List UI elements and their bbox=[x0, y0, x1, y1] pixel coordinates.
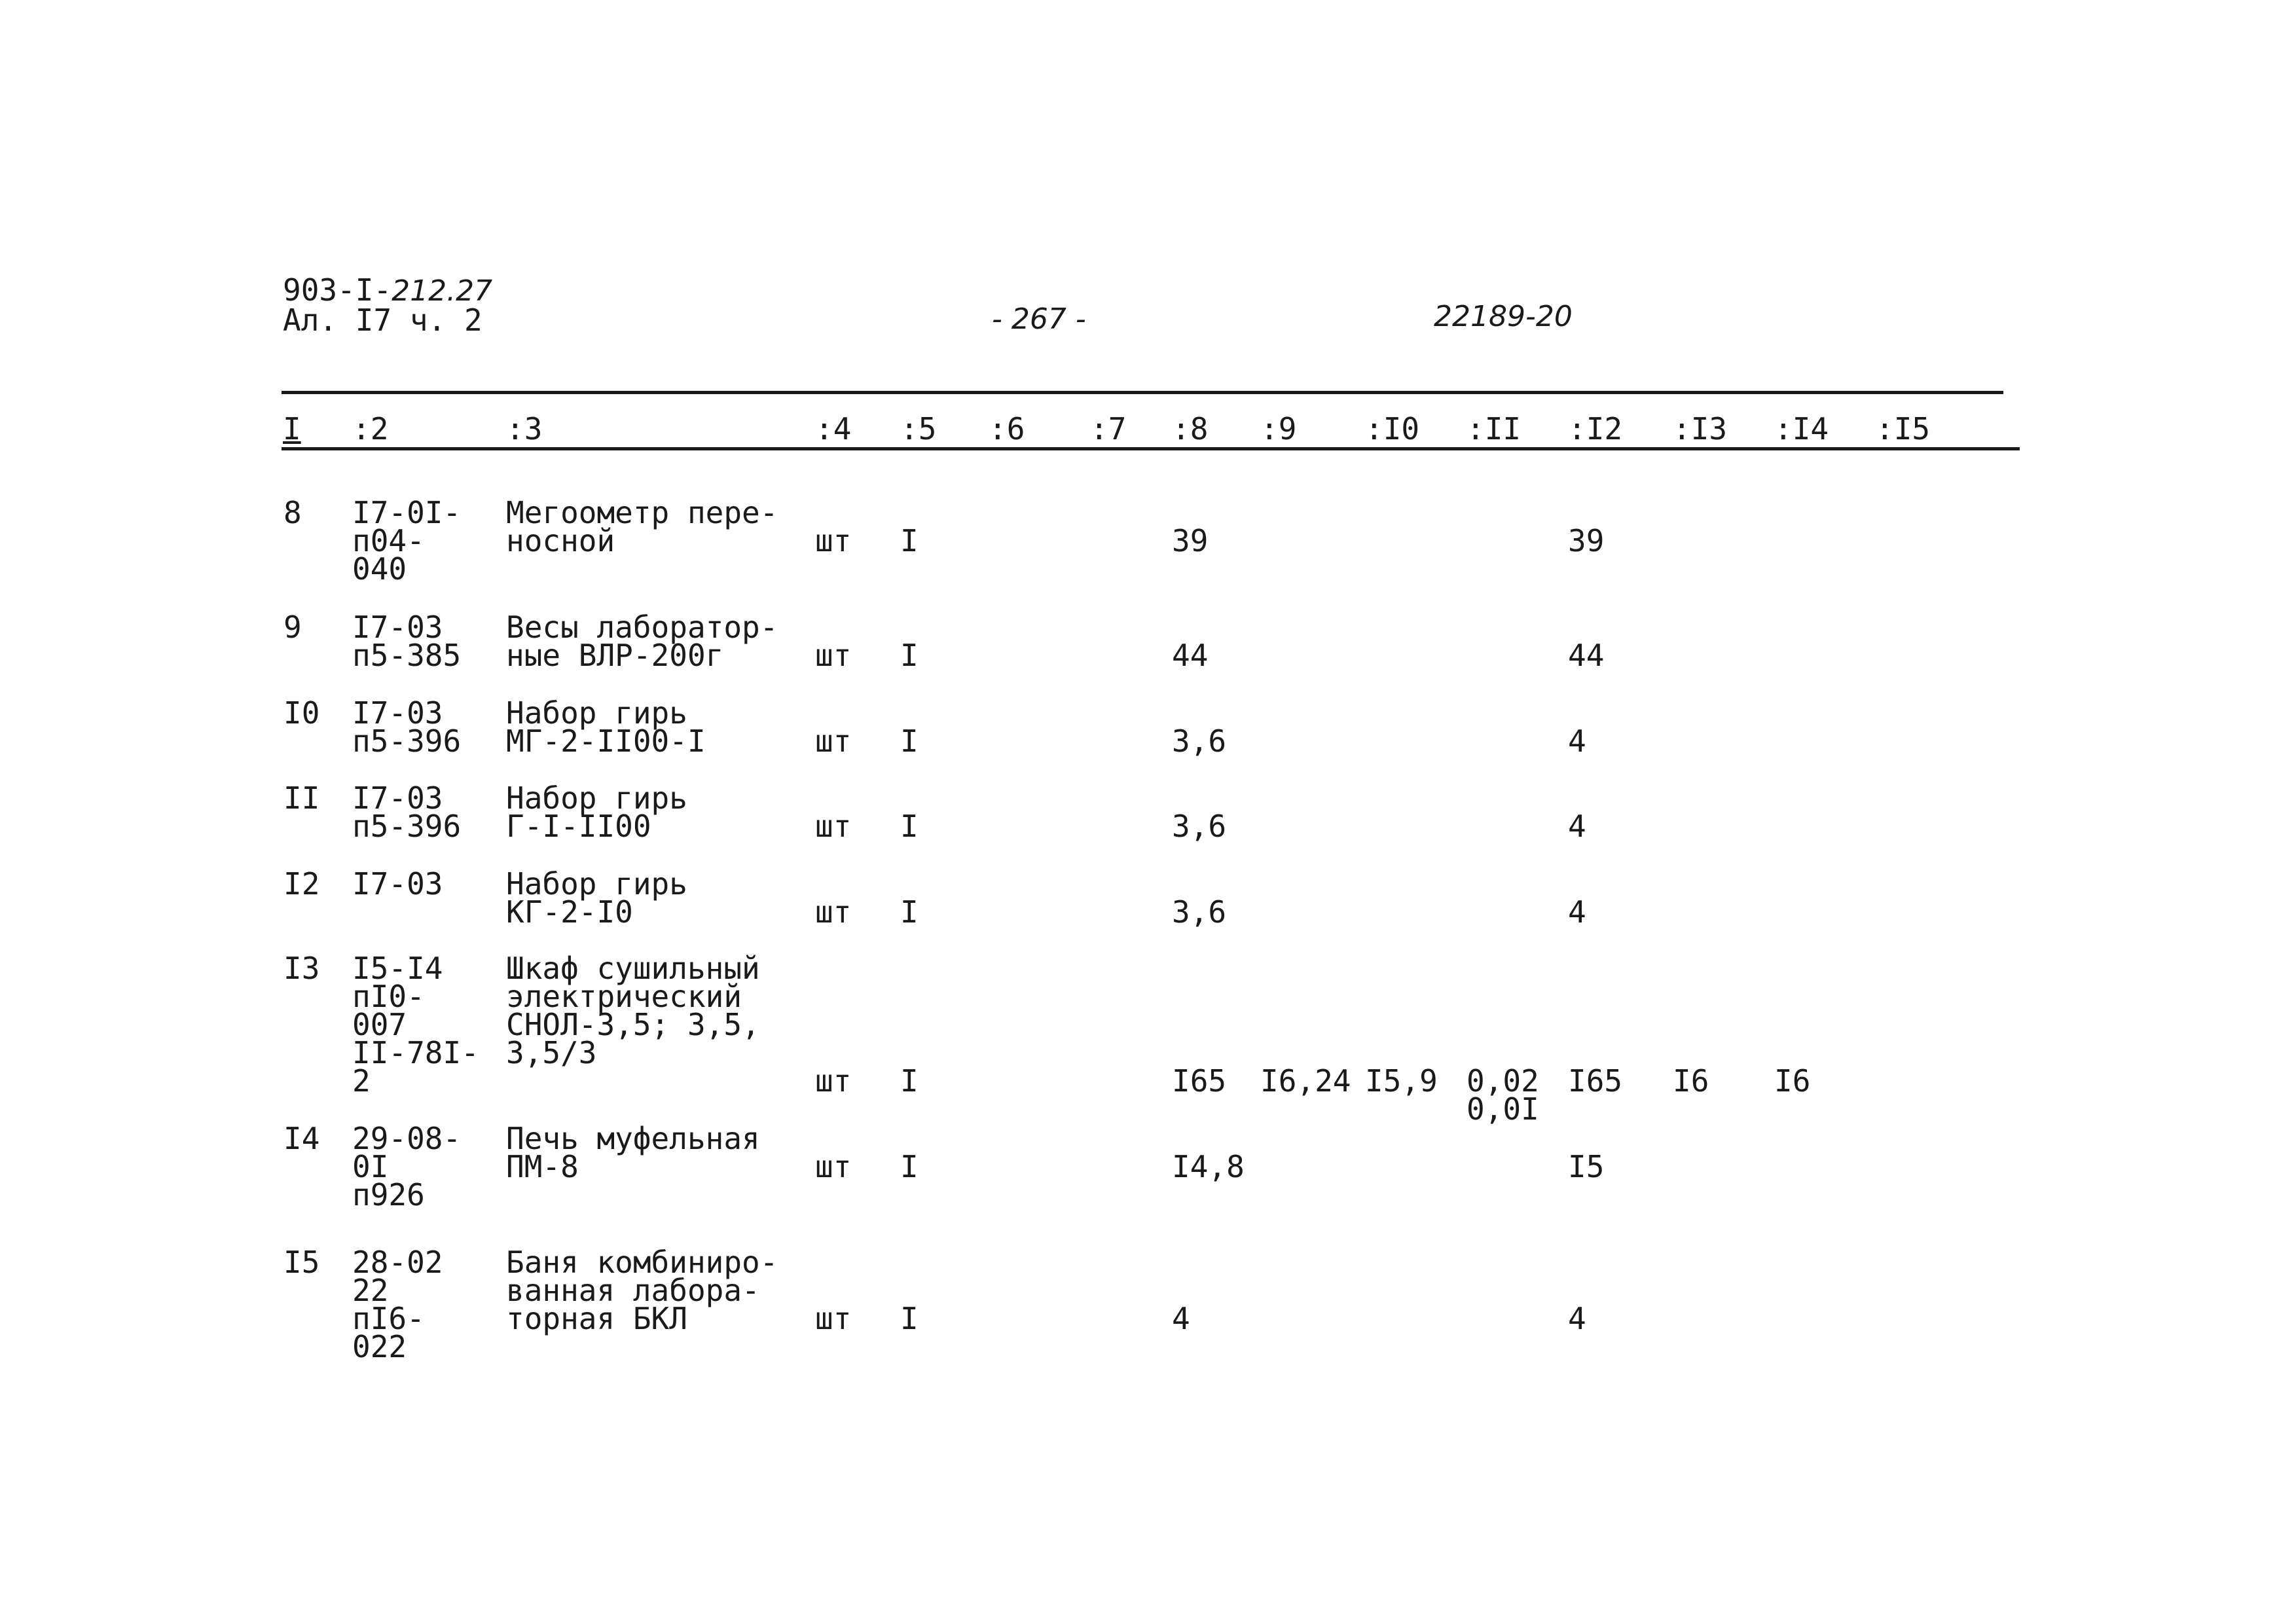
row-unit: шт bbox=[815, 523, 852, 558]
row-qty: I bbox=[900, 1301, 919, 1336]
row-unit: шт bbox=[815, 1063, 852, 1099]
row-number: I2 bbox=[283, 866, 320, 902]
row-c12: 44 bbox=[1568, 638, 1605, 673]
column-header-col-13: :I3 bbox=[1673, 411, 1728, 447]
row-c11: 0,02 0,0I bbox=[1467, 1063, 1539, 1127]
row-number: 8 bbox=[283, 495, 302, 530]
row-name: Мегоометр пере- носной bbox=[506, 495, 778, 558]
row-code: I5-I4 пI0- 007 II-78I- 2 bbox=[352, 951, 479, 1099]
row-name: Баня комбиниро- ванная лабора- торная БКЛ bbox=[506, 1245, 778, 1336]
row-code: 28-02 22 пI6- 022 bbox=[352, 1245, 443, 1364]
row-c12: 4 bbox=[1568, 1301, 1586, 1336]
row-c12: 4 bbox=[1568, 723, 1586, 759]
row-code: 29-08- 0I п926 bbox=[352, 1121, 462, 1213]
row-number: I5 bbox=[283, 1245, 320, 1280]
row-c12: I5 bbox=[1568, 1149, 1605, 1184]
column-header-col-9: :9 bbox=[1260, 411, 1297, 447]
row-number: II bbox=[283, 780, 320, 816]
column-header-col-11: :II bbox=[1467, 411, 1522, 447]
row-code: I7-03 п5-396 bbox=[352, 695, 462, 759]
row-name: Шкаф сушильный электрический СНОЛ-3,5; 3,5, 3,5/3 bbox=[506, 951, 760, 1070]
row-c13: I6 bbox=[1673, 1063, 1709, 1099]
row-c8: 4 bbox=[1172, 1301, 1190, 1336]
row-qty: I bbox=[900, 523, 919, 558]
row-c12: 39 bbox=[1568, 523, 1605, 558]
row-code: I7-03 п5-385 bbox=[352, 610, 462, 673]
row-c9: I6,24 bbox=[1260, 1063, 1351, 1099]
row-c12: I65 bbox=[1568, 1063, 1623, 1099]
header-rule bbox=[282, 447, 2020, 450]
row-c8: 3,6 bbox=[1172, 809, 1227, 844]
archive-number: 22189-20 bbox=[1434, 300, 1573, 333]
row-c12: 4 bbox=[1568, 809, 1586, 844]
row-c8: 3,6 bbox=[1172, 723, 1227, 759]
row-c10: I5,9 bbox=[1365, 1063, 1438, 1099]
column-header-col-2: :2 bbox=[352, 411, 389, 447]
doc-code-handwritten: 212.27 bbox=[392, 274, 493, 308]
row-qty: I bbox=[900, 1063, 919, 1099]
row-name: Весы лаборатор- ные ВЛР-200г bbox=[506, 610, 778, 673]
row-number: I0 bbox=[283, 695, 320, 731]
row-qty: I bbox=[900, 809, 919, 844]
row-c8: I65 bbox=[1172, 1063, 1227, 1099]
row-unit: шт bbox=[815, 638, 852, 673]
row-name: Печь муфельная ПМ-8 bbox=[506, 1121, 760, 1184]
row-qty: I bbox=[900, 638, 919, 673]
row-c8: 3,6 bbox=[1172, 894, 1227, 930]
row-unit: шт bbox=[815, 723, 852, 759]
row-qty: I bbox=[900, 894, 919, 930]
row-number: I3 bbox=[283, 951, 320, 986]
album-line: Ал. I7 ч. 2 bbox=[283, 302, 483, 338]
row-number: 9 bbox=[283, 610, 302, 645]
row-name: Набор гирь КГ-2-I0 bbox=[506, 866, 687, 930]
row-c8: 44 bbox=[1172, 638, 1209, 673]
column-header-col-4: :4 bbox=[815, 411, 852, 447]
row-qty: I bbox=[900, 1149, 919, 1184]
column-header-col-14: :I4 bbox=[1774, 411, 1829, 447]
row-name: Набор гирь МГ-2-II00-I bbox=[506, 695, 706, 759]
column-header-col-8: :8 bbox=[1172, 411, 1209, 447]
row-unit: шт bbox=[815, 894, 852, 930]
row-unit: шт bbox=[815, 1301, 852, 1336]
row-c8: 39 bbox=[1172, 523, 1209, 558]
column-header-col-15: :I5 bbox=[1876, 411, 1931, 447]
row-name: Набор гирь Г-I-II00 bbox=[506, 780, 687, 844]
row-qty: I bbox=[900, 723, 919, 759]
row-c12: 4 bbox=[1568, 894, 1586, 930]
row-unit: шт bbox=[815, 1149, 852, 1184]
page-number: - 267 - bbox=[992, 302, 1086, 336]
row-unit: шт bbox=[815, 809, 852, 844]
column-header-col-5: :5 bbox=[900, 411, 937, 447]
column-header-col-6: :6 bbox=[989, 411, 1025, 447]
column-header-col-7: :7 bbox=[1090, 411, 1127, 447]
column-header-col-3: :3 bbox=[506, 411, 543, 447]
column-header-col-12: :I2 bbox=[1568, 411, 1623, 447]
column-header-col-10: :I0 bbox=[1365, 411, 1420, 447]
row-c14: I6 bbox=[1774, 1063, 1811, 1099]
row-number: I4 bbox=[283, 1121, 320, 1156]
row-code: I7-03 bbox=[352, 866, 443, 902]
row-code: I7-0I- п04- 040 bbox=[352, 495, 462, 587]
column-header-col-1: I bbox=[283, 411, 301, 447]
row-code: I7-03 п5-396 bbox=[352, 780, 462, 844]
top-rule bbox=[282, 391, 2003, 394]
doc-code-prefix: 903-I- bbox=[283, 272, 392, 308]
doc-code bbox=[283, 272, 493, 308]
row-c8: I4,8 bbox=[1172, 1149, 1245, 1184]
